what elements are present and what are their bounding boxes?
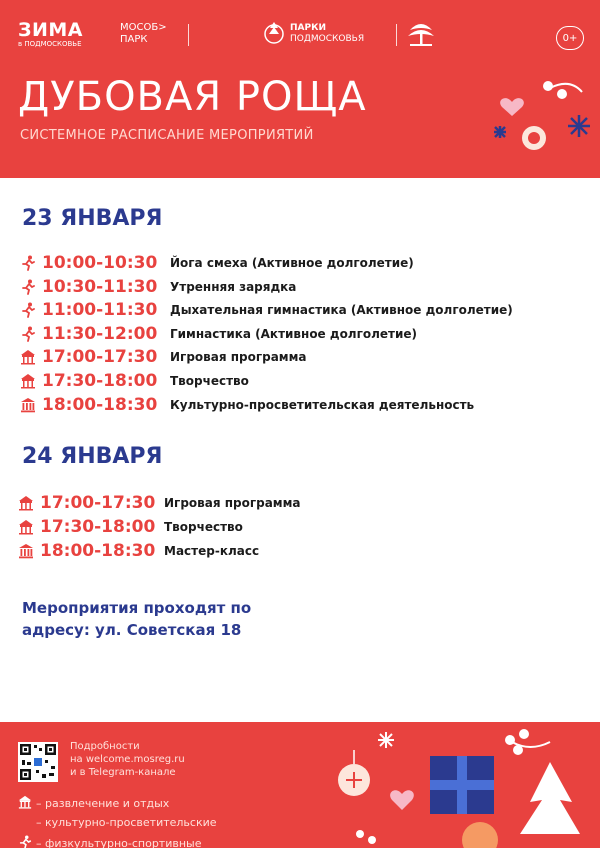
- runner-icon: [20, 255, 36, 271]
- schedule-row: [18, 492, 301, 514]
- winter-decoration-icon: [490, 74, 600, 178]
- schedule-subtitle: СИСТЕМНОЕ РАСПИСАНИЕ МЕРОПРИЯТИЙ: [20, 128, 314, 143]
- parks-logo: [262, 18, 364, 50]
- tree-emblem-icon: [404, 18, 438, 52]
- address-line-2: адресу: ул. Советская 18: [22, 621, 242, 639]
- parks-logo-line2: ПОДМОСКОВЬЯ: [290, 34, 365, 44]
- event-name: Мастер-класс: [164, 544, 260, 558]
- carousel-icon: [18, 795, 32, 812]
- more-info-text: [70, 740, 185, 779]
- legend-item: [18, 795, 169, 812]
- parks-emblem-icon: [262, 18, 286, 50]
- more-info-line-3: и в Telegram-канале: [70, 767, 176, 778]
- event-name: Игровая программа: [170, 350, 307, 364]
- event-name: Игровая программа: [164, 496, 301, 510]
- zima-logo-title: ЗИМА: [18, 19, 84, 41]
- event-time: 11:30-12:00: [42, 324, 158, 344]
- schedule-row: [20, 299, 513, 321]
- schedule-row: [20, 346, 307, 368]
- event-name: Творчество: [164, 520, 243, 534]
- logo-divider: [188, 24, 189, 46]
- event-time: 10:30-11:30: [42, 277, 158, 297]
- runner-icon: [18, 835, 32, 848]
- legend-item: [18, 816, 217, 829]
- event-name: Культурно-просветительская деятельность: [170, 398, 475, 412]
- event-time: 18:00-18:30: [40, 541, 156, 561]
- carousel-icon: [18, 495, 34, 511]
- schedule-row: [18, 516, 243, 538]
- gifts-decoration-icon: [320, 722, 600, 848]
- address-note: [22, 597, 251, 641]
- schedule-row: [20, 370, 249, 392]
- header-banner: [0, 0, 600, 178]
- schedule-row: [20, 276, 297, 298]
- runner-icon: [20, 279, 36, 295]
- schedule-row: [18, 540, 260, 562]
- schedule-row: [20, 252, 414, 274]
- footer-banner: [0, 722, 600, 848]
- carousel-icon: [20, 349, 36, 365]
- event-name: Гимнастика (Активное долголетие): [170, 327, 418, 341]
- legend-item: [18, 835, 202, 848]
- runner-icon: [20, 326, 36, 342]
- event-time: 11:00-11:30: [42, 300, 158, 320]
- more-info-line-1: Подробности: [70, 741, 140, 752]
- logo-divider: [396, 24, 397, 46]
- day-title: 23 ЯНВАРЯ: [22, 206, 163, 231]
- museum-icon: [18, 543, 34, 559]
- event-name: Дыхательная гимнастика (Активное долголетие): [170, 303, 513, 317]
- carousel-icon: [20, 373, 36, 389]
- event-name: Йога смеха (Активное долголетие): [170, 256, 414, 270]
- day-title: 24 ЯНВАРЯ: [22, 444, 163, 469]
- carousel-icon: [18, 519, 34, 535]
- address-line-1: Мероприятия проходят по: [22, 599, 252, 617]
- legend-text: – культурно-просветительские: [36, 816, 217, 829]
- event-time: 17:00-17:30: [42, 347, 158, 367]
- mosobl-park-line1: МОСОБ>: [120, 22, 167, 33]
- qr-code-icon: [18, 742, 58, 782]
- schedule-row: [20, 323, 418, 345]
- museum-icon: [20, 397, 36, 413]
- event-name: Утренняя зарядка: [170, 280, 297, 294]
- event-name: Творчество: [170, 374, 249, 388]
- schedule-row: [20, 394, 475, 416]
- parks-logo-line1: ПАРКИ: [290, 23, 326, 33]
- more-info-line-2: на welcome.mosreg.ru: [70, 754, 185, 765]
- legend-text: – развлечение и отдых: [36, 797, 170, 810]
- legend-text: – физкультурно-спортивные: [36, 837, 202, 848]
- event-time: 17:00-17:30: [40, 493, 156, 513]
- park-title: ДУБОВАЯ РОЩА: [18, 74, 367, 120]
- event-time: 17:30-18:00: [42, 371, 158, 391]
- event-time: 17:30-18:00: [40, 517, 156, 537]
- event-time: 10:00-10:30: [42, 253, 158, 273]
- mosobl-park-line2: ПАРК: [120, 34, 148, 45]
- age-rating-badge: 0+: [556, 26, 584, 50]
- runner-icon: [20, 302, 36, 318]
- event-time: 18:00-18:30: [42, 395, 158, 415]
- zima-logo: [18, 20, 83, 49]
- zima-logo-subtitle: в ПОДМОСКОВЬЕ: [18, 40, 82, 48]
- mosobl-park-logo: [120, 22, 167, 46]
